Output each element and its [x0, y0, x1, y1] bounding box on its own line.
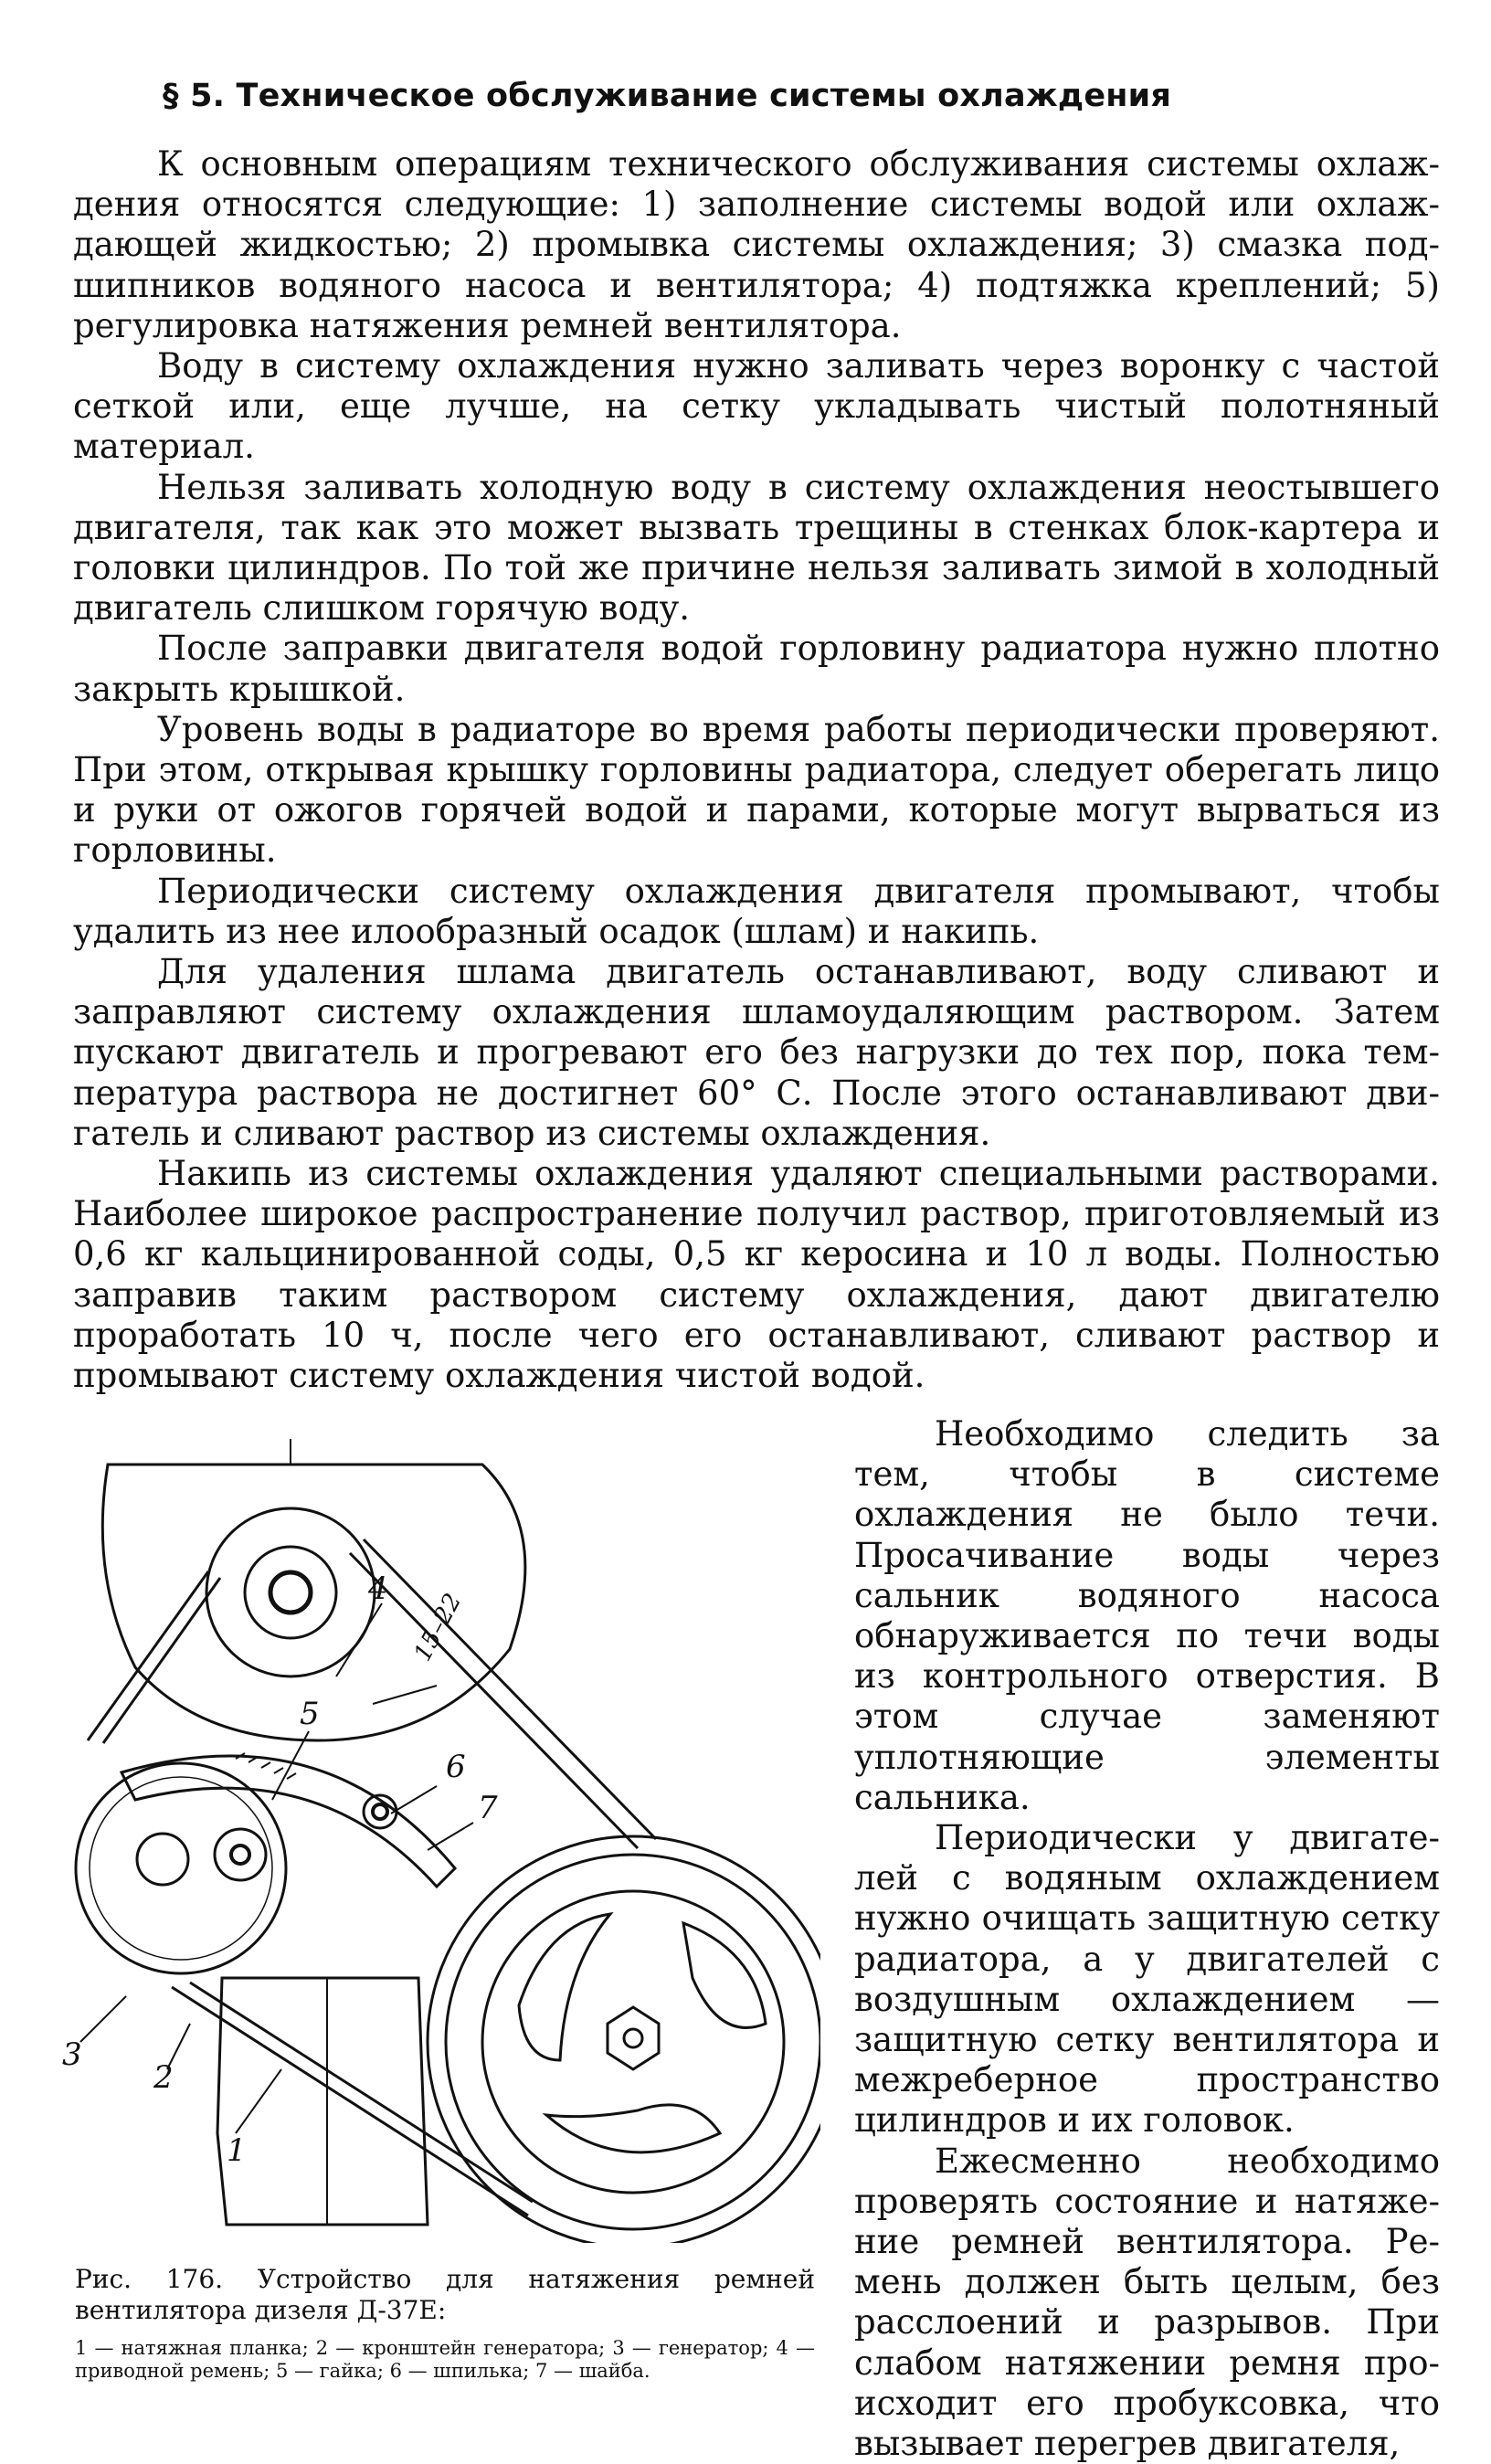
- crank-hub-center: [624, 2029, 642, 2047]
- leader-7: [428, 1823, 473, 1850]
- leader-3: [80, 1996, 126, 2042]
- fan-pulley-hub: [245, 1547, 336, 1638]
- label-7: 7: [478, 1790, 498, 1826]
- generator-shaft: [231, 1845, 249, 1864]
- generator-pulley-left: [137, 1834, 188, 1885]
- pulley-window-right: [683, 1923, 766, 2027]
- crank-pulley-rim: [446, 1855, 820, 2229]
- paragraph-filling-water: Воду в систему охлаждения нужно заливать через воронку с частой сеткой или, еще лучше, на сетку укладывать чистый полотняный материал.: [73, 346, 1440, 467]
- belt-bottom-outer: [172, 1987, 528, 2215]
- label-5: 5: [300, 1696, 320, 1732]
- paragraph-flushing: Периодически систему охлаждения двигателя промывают, чтобы удалить из нее илообразный осадок (шлам) и накипь.: [73, 871, 1440, 951]
- belt-left-outer: [88, 1571, 208, 1740]
- fan-pulley-center: [270, 1572, 311, 1613]
- technical-drawing-svg: [53, 1439, 820, 2243]
- paragraph-maintenance-operations: К основным операциям технического обслуживания системы охлаждения относятся следующие: 1) заполнение системы водой или охлаждающей жидкостью; 2) промывка системы охлаждения; 3) смазка подшипников водяного насоса и вентилятора; 4) подтяжка креплений; 5) регулировка натяжения ремней вентилятора.: [73, 144, 1440, 345]
- leader-1: [236, 2069, 281, 2133]
- belt-right-outer: [364, 1539, 656, 1839]
- generator-body: [76, 1763, 286, 1973]
- body-text-right-column: [854, 1414, 1440, 2464]
- body-text-full-width: [73, 144, 1440, 1396]
- paragraph-sludge-removal: Для удаления шлама двигатель останавливают, воду сливают и заправляют систему охлаждения шламоудаляющим раствором. Затем пускают двигатель и прогревают его без нагрузки до тех пор, пока температура раствора не достигнет 60° С. После этого останавливают двигатель и сливают раствор из системы охлаждения.: [73, 952, 1440, 1153]
- crank-hub-hex: [608, 2007, 659, 2069]
- dimension-label: 15–22: [408, 1589, 468, 1666]
- paragraph-screen-cleaning: Периодически у двигателей с водяным охлаждением нужно очищать защитную сетку радиатора, а у двигателей с воздушным охлаждением — защитную сетку вентилятора и межреберное пространство цилиндров и их головок.: [854, 1818, 1440, 2141]
- tension-strap: [122, 1756, 455, 1887]
- paragraph-belt-check: Ежесменно необходимо проверять состояние и натяжение ремней вентилятора. Ремень должен быть целым, без расслоений и разрывов. При слабом натяжении ремня происходит его пробуксовка, что вызывает перегрев двигателя,: [854, 2141, 1440, 2464]
- label-3: 3: [62, 2036, 82, 2073]
- paragraph-cold-water-warning: Нельзя заливать холодную воду в систему охлаждения неостывшего двигателя, так как это может вызвать трещины в стенках блок-картера и головки цилиндров. По той же причине нельзя заливать зимой в холодный двигатель слишком горячую воду.: [73, 467, 1440, 629]
- figure-belt-tensioner-drawing: [53, 1439, 820, 2243]
- label-1: 1: [227, 2132, 247, 2169]
- section-heading: § 5. Техническое обслуживание системы охлаждения: [163, 78, 1172, 115]
- pulley-window-bottom: [546, 2105, 720, 2152]
- leader-4: [336, 1603, 382, 1676]
- label-6: 6: [446, 1749, 466, 1785]
- generator-pulley-right: [215, 1829, 266, 1880]
- label-2: 2: [153, 2059, 174, 2096]
- belt-bottom-inner: [190, 1983, 533, 2202]
- dimension-line: [373, 1686, 437, 1704]
- figure-caption-block: [75, 2264, 815, 2383]
- paragraph-water-level: Уровень воды в радиаторе во время работы периодически проверяют. При этом, открывая крышку горловины радиатора, следует оберегать лицо и руки от ожогов горячей водой и парами, которые могут вырваться из горловины.: [73, 709, 1440, 871]
- leader-6: [391, 1786, 437, 1814]
- label-4: 4: [368, 1570, 388, 1607]
- stud: [373, 1804, 387, 1819]
- figure-caption: Рис. 176. Устройство для натяжения ремней вентилятора дизеля Д-37Е:: [75, 2264, 815, 2325]
- generator-inner: [90, 1777, 272, 1960]
- paragraph-scale-removal: Накипь из системы охлаждения удаляют специальными растворами. Наиболее широкое распространение получил раствор, приготовляемый из 0,6 кг кальцинированной соды, 0,5 кг керосина и 10 л воды. Полностью заправив таким раствором систему охлаждения, дают двигателю проработать 10 ч, после чего его останавливают, сливают раствор и промывают систему охлаждения чистой водой.: [73, 1154, 1440, 1396]
- fan-pulley-outer: [206, 1508, 375, 1676]
- paragraph-leaks: Необходимо следить за тем, чтобы в системе охлаждения не было течи. Просачивание воды через сальник водяного насоса обнаруживается по течи воды из контрольного отверстия. В этом случае заменяют уплотняющие элементы сальника.: [854, 1414, 1440, 1817]
- pulley-window-left: [519, 1914, 610, 2060]
- paragraph-radiator-cap: После заправки двигателя водой горловину радиатора нужно плотно закрыть крышкой.: [73, 629, 1440, 709]
- generator-bracket: [217, 1978, 428, 2225]
- figure-legend: 1 — натяжная планка; 2 — кронштейн генератора; 3 — генератор; 4 — приводной ремень; 5 — гайка; 6 — шпилька; 7 — шайба.: [75, 2337, 815, 2382]
